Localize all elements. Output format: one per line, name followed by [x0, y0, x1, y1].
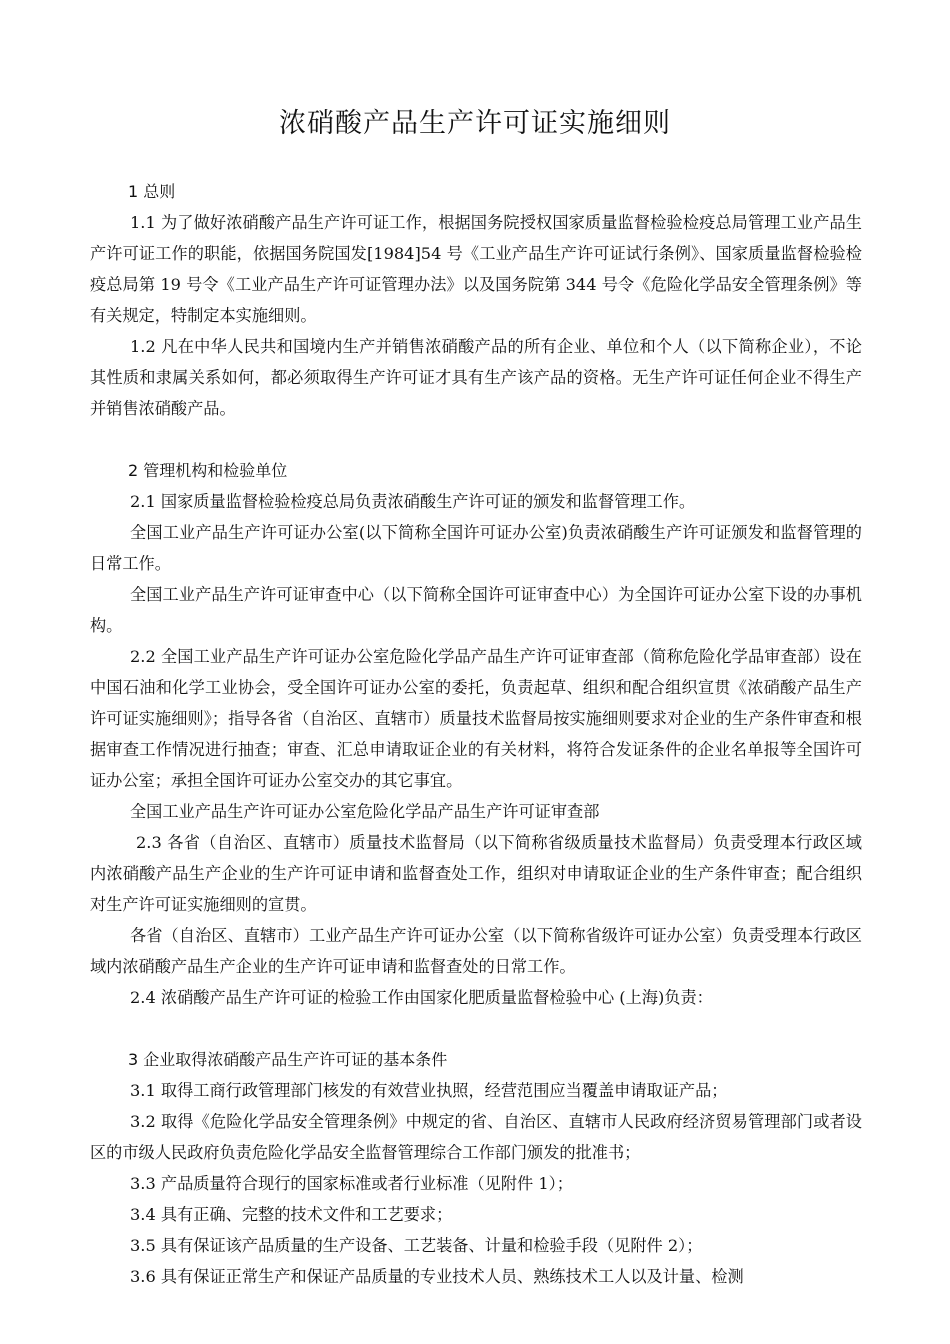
paragraph-2-1b: 全国工业产品生产许可证办公室(以下简称全国许可证办公室)负责浓硝酸生产许可证颁发和监督管理的日常工作。 [90, 523, 862, 573]
paragraph-3-3: 3.3 产品质量符合现行的国家标准或者行业标准（见附件 1）； [130, 1174, 573, 1193]
paragraph-2-2: 2.2 全国工业产品生产许可证办公室危险化学品产品生产许可证审查部（简称危险化学品审查部）设在中国石油和化学工业协会，受全国许可证办公室的委托，负责起草、组织和配合组织宣贯《浓硝酸产品生产许可证实施细则》；指导各省（自治区、直辖市）质量技术监督局按实施细则要求对企业的生产条件审查和根据审查工作情况进行抽查；审查、汇总申请取证企业的有关材料，将符合发证条件的企业名单报等全国许可证办公室；承担全国许可证办公室交办的其它事宜。 [90, 647, 862, 790]
paragraph-3-2: 3.2 取得《危险化学品安全管理条例》中规定的省、自治区、直辖市人民政府经济贸易管理部门或者设区的市级人民政府负责危险化学品安全监督管理综合工作部门颁发的批准书； [90, 1112, 862, 1162]
section-1-heading: 1 总则 [128, 182, 176, 201]
paragraph-3-1: 3.1 取得工商行政管理部门核发的有效营业执照，经营范围应当覆盖申请取证产品； [130, 1081, 728, 1100]
paragraph-2-4: 2.4 浓硝酸产品生产许可证的检验工作由国家化肥质量监督检验中心 (上海)负责： [130, 988, 713, 1007]
section-3-heading: 3 企业取得浓硝酸产品生产许可证的基本条件 [128, 1050, 448, 1069]
paragraph-3-6: 3.6 具有保证正常生产和保证产品质量的专业技术人员、熟练技术工人以及计量、检测 [130, 1267, 744, 1286]
paragraph-2-2b: 全国工业产品生产许可证办公室危险化学品产品生产许可证审查部 [130, 802, 600, 821]
paragraph-2-3b: 各省（自治区、直辖市）工业产品生产许可证办公室（以下简称省级许可证办公室）负责受理本行政区域内浓硝酸产品生产企业的生产许可证申请和监督查处的日常工作。 [90, 926, 862, 976]
paragraph-2-1c: 全国工业产品生产许可证审查中心（以下简称全国许可证审查中心）为全国许可证办公室下设的办事机构。 [90, 585, 862, 635]
paragraph-3-5: 3.5 具有保证该产品质量的生产设备、工艺装备、计量和检验手段（见附件 2）； [130, 1236, 703, 1255]
document-title: 浓硝酸产品生产许可证实施细则 [279, 108, 671, 139]
paragraph-1-1: 1.1 为了做好浓硝酸产品生产许可证工作，根据国务院授权国家质量监督检验检疫总局管理工业产品生产许可证工作的职能，依据国务院国发[1984]54 号《工业产品生产许可证试行条例》、国家质量监督检验检疫总局第 19 号令《工业产品生产许可证管理办法》以及国务院第 344 号令《危险化学品安全管理条例》等有关规定，特制定本实施细则。 [90, 213, 862, 325]
paragraph-1-2: 1.2 凡在中华人民共和国境内生产并销售浓硝酸产品的所有企业、单位和个人（以下简称企业），不论其性质和隶属关系如何，都必须取得生产许可证才具有生产该产品的资格。无生产许可证任何企业不得生产并销售浓硝酸产品。 [90, 337, 862, 418]
section-2-heading: 2 管理机构和检验单位 [128, 461, 288, 480]
paragraph-2-1: 2.1 国家质量监督检验检疫总局负责浓硝酸生产许可证的颁发和监督管理工作。 [130, 492, 696, 511]
document-body [90, 176, 862, 1292]
paragraph-3-4: 3.4 具有正确、完整的技术文件和工艺要求； [130, 1205, 453, 1224]
paragraph-2-3: 2.3 各省（自治区、直辖市）质量技术监督局（以下简称省级质量技术监督局）负责受理本行政区域内浓硝酸产品生产企业的生产许可证申请和监督查处工作，组织对申请取证企业的生产条件审查；配合组织对生产许可证实施细则的宣贯。 [90, 833, 862, 914]
